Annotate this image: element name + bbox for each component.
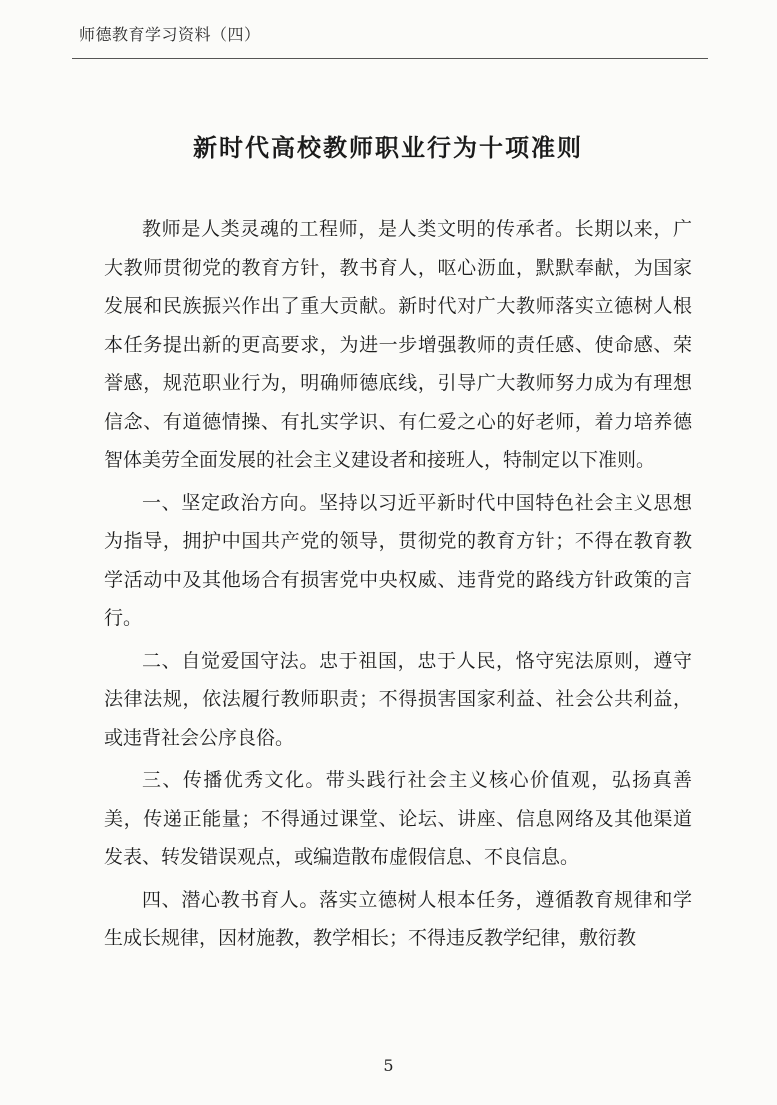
- paragraph-rule-2: 二、自觉爱国守法。忠于祖国，忠于人民，恪守宪法原则，遵守法律法规，依法履行教师职责；不得损害国家利益、社会公共利益，或违背社会公序良俗。: [104, 649, 692, 749]
- paragraph-rule-4: 四、潜心教书育人。落实立德树人根本任务，遵循教育规律和学生成长规律，因材施教，教学相长；不得违反教学纪律，敷衍教: [104, 888, 692, 949]
- paragraph-preamble: 教师是人类灵魂的工程师，是人类文明的传承者。长期以来，广大教师贯彻党的教育方针，教书育人，呕心沥血，默默奉献，为国家发展和民族振兴作出了重大贡献。新时代对广大教师落实立德树人根本任务提出新的更高要求，为进一步增强教师的责任感、使命感、荣誉感，规范职业行为，明确师德底线，引导广大教师努力成为有理想信念、有道德情操、有扎实学识、有仁爱之心的好老师，着力培养德智体美劳全面发展的社会主义建设者和接班人，特制定以下准则。: [104, 218, 692, 471]
- paragraph-rule-1: 一、坚定政治方向。坚持以习近平新时代中国特色社会主义思想为指导，拥护中国共产党的领导，贯彻党的教育方针；不得在教育教学活动中及其他场合有损害党中央权威、违背党的路线方针政策的言行。: [104, 491, 692, 629]
- document-body: [104, 210, 692, 962]
- paragraph-rule-3: 三、传播优秀文化。带头践行社会主义核心价值观，弘扬真善美，传递正能量；不得通过课堂、论坛、讲座、信息网络及其他渠道发表、转发错误观点，或编造散布虚假信息、不良信息。: [104, 769, 692, 868]
- page-number: 5: [383, 1056, 394, 1075]
- running-header: 师德教育学习资料（四）: [79, 25, 261, 44]
- document-title: 新时代高校教师职业行为十项准则: [193, 133, 583, 162]
- header-divider: [72, 58, 708, 59]
